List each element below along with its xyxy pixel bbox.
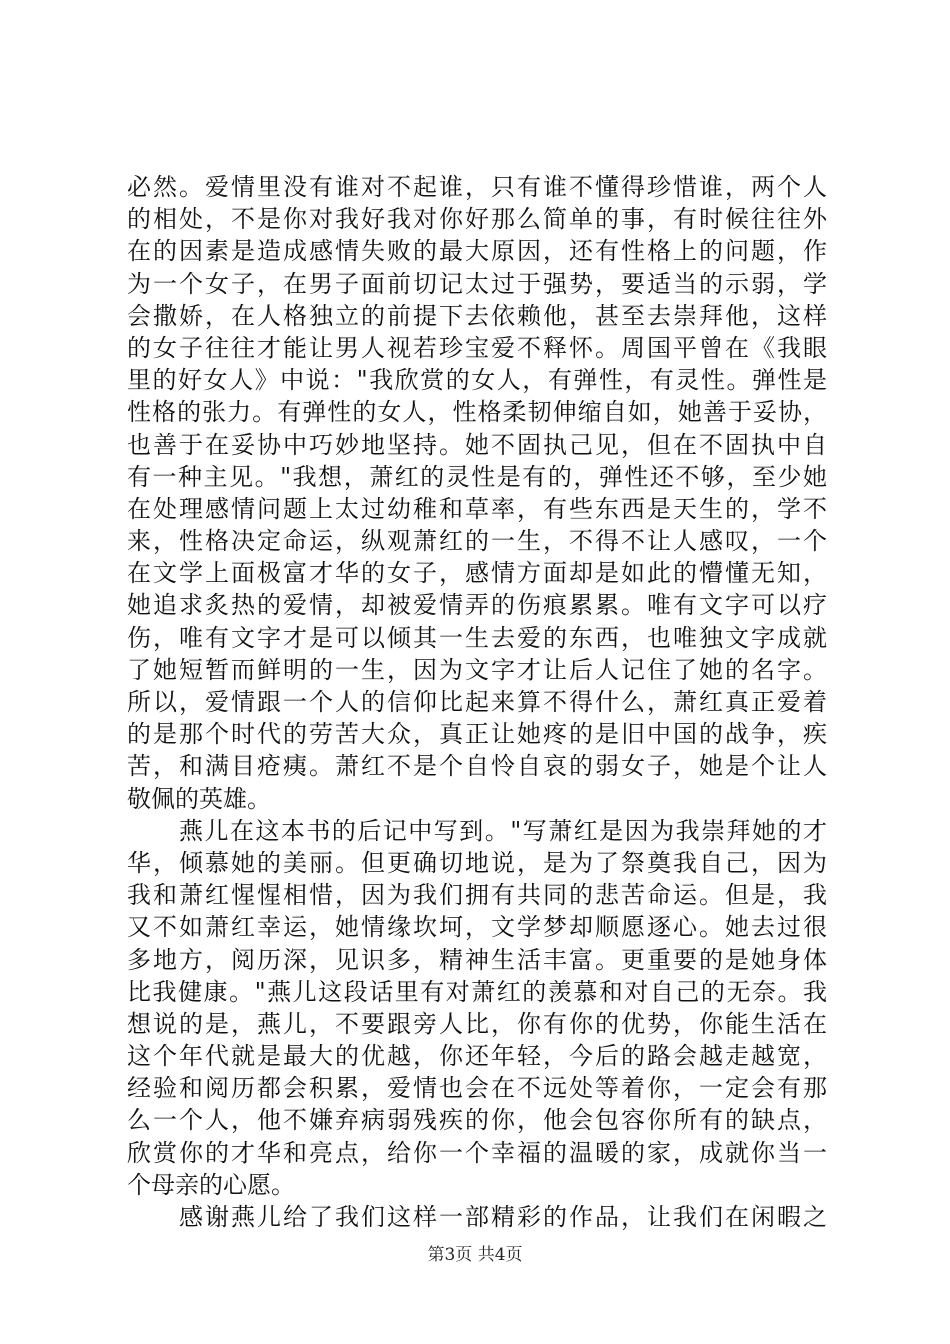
text-line: 会撒娇，在人格独立的前提下去依赖他，甚至去崇拜他，这样: [127, 301, 827, 330]
text-line: 欣赏你的才华和亮点，给你一个幸福的温暖的家，成就你当一: [127, 1138, 827, 1167]
text-line: 的是那个时代的劳苦大众，真正让她疼的是旧中国的战争，疾: [127, 720, 827, 749]
text-line: 里的好女人》中说："我欣赏的女人，有弹性，有灵性。弹性是: [127, 366, 827, 395]
text-line: 感谢燕儿给了我们这样一部精彩的作品，让我们在闲暇之: [179, 1203, 827, 1231]
text-line: 来，性格决定命运，纵观萧红的一生，不得不让人感叹，一个: [127, 527, 827, 556]
page-footer: 第3页 共4页: [427, 1245, 523, 1265]
text-line: 也善于在妥协中巧妙地坚持。她不固执己见，但在不固执中自: [127, 430, 827, 459]
text-line: 燕儿在这本书的后记中写到。"写萧红是因为我崇拜她的才: [179, 816, 827, 845]
text-line: 了她短暂而鲜明的一生，因为文字才让后人记住了她的名字。: [127, 655, 827, 684]
text-line: 的相处，不是你对我好我对你好那么简单的事，有时候往往外: [127, 205, 827, 234]
text-line: 必然。爱情里没有谁对不起谁，只有谁不懂得珍惜谁，两个人: [127, 173, 827, 201]
text-line: 她追求炙热的爱情，却被爱情弄的伤痕累累。唯有文字可以疗: [127, 591, 827, 620]
text-line: 在文学上面极富才华的女子，感情方面却是如此的懵懂无知，: [127, 559, 827, 588]
text-line: 的女子往往才能让男人视若珍宝爱不释怀。周国平曾在《我眼: [127, 333, 827, 362]
text-line: 多地方，阅历深，见识多，精神生活丰富。更重要的是她身体: [127, 945, 827, 974]
body-text: [127, 171, 827, 1233]
text-line: 想说的是，燕儿，不要跟旁人比，你有你的优势，你能生活在: [127, 1009, 827, 1038]
text-line: 苦，和满目疮痍。萧红不是个自怜自哀的弱女子，她是个让人: [127, 752, 827, 781]
text-line: 在的因素是造成感情失败的最大原因，还有性格上的问题，作: [127, 237, 827, 266]
text-line: 经验和阅历都会积累，爱情也会在不远处等着你，一定会有那: [127, 1074, 827, 1103]
text-line: 为一个女子，在男子面前切记太过于强势，要适当的示弱，学: [127, 269, 827, 298]
text-line: 伤，唯有文字才是可以倾其一生去爱的东西，也唯独文字成就: [127, 623, 827, 652]
text-line: 这个年代就是最大的优越，你还年轻，今后的路会越走越宽，: [127, 1042, 827, 1071]
text-line: 敬佩的英雄。: [127, 784, 271, 813]
text-line: 华，倾慕她的美丽。但更确切地说，是为了祭奠我自己，因为: [127, 848, 827, 877]
text-line: 么一个人，他不嫌弃病弱残疾的你，他会包容你所有的缺点，: [127, 1106, 827, 1135]
text-line: 所以，爱情跟一个人的信仰比起来算不得什么，萧红真正爱着: [127, 688, 827, 716]
text-line: 个母亲的心愿。: [127, 1170, 295, 1199]
text-line: 我和萧红惺惺相惜，因为我们拥有共同的悲苦命运。但是，我: [127, 881, 827, 910]
text-line: 又不如萧红幸运，她情缘坎坷，文学梦却顺愿逐心。她去过很: [127, 913, 827, 942]
text-line: 比我健康。"燕儿这段话里有对萧红的羡慕和对自己的无奈。我: [127, 977, 827, 1006]
text-line: 性格的张力。有弹性的女人，性格柔韧伸缩自如，她善于妥协，: [127, 398, 827, 427]
text-line: 在处理感情问题上太过幼稚和草率，有些东西是天生的，学不: [127, 494, 827, 523]
text-line: 有一种主见。"我想，萧红的灵性是有的，弹性还不够，至少她: [127, 462, 827, 491]
